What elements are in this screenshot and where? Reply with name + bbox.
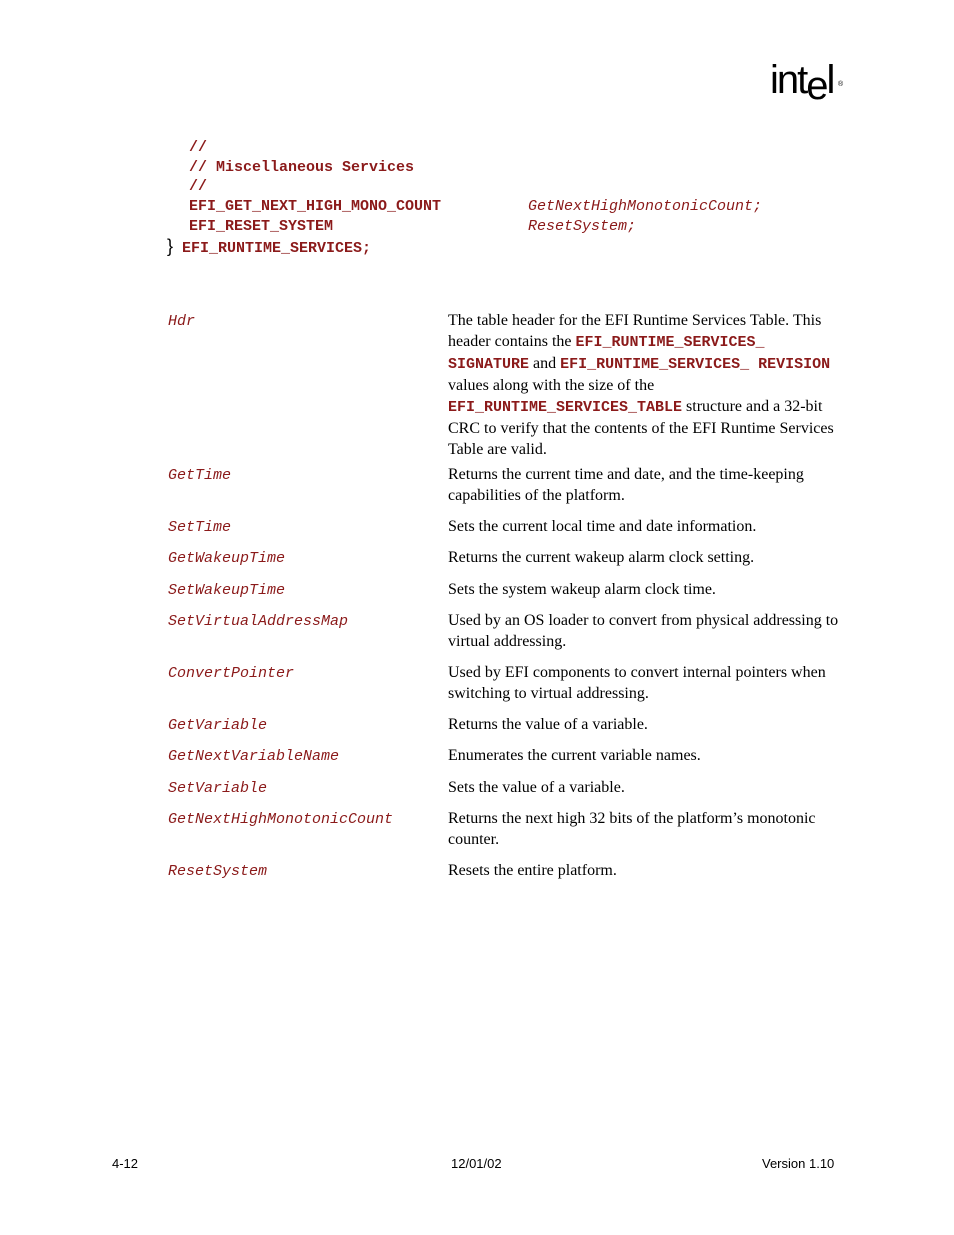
- code-closing-line: [167, 236, 371, 256]
- footer-date: 12/01/02: [451, 1156, 502, 1171]
- term-setwakeuptime: SetWakeupTime: [168, 582, 286, 599]
- code-type-mono-count: EFI_GET_NEXT_HIGH_MONO_COUNT: [189, 198, 442, 215]
- desc-convertpointer: Used by EFI components to convert internal pointers when switching to virtual addressing.: [448, 664, 826, 702]
- desc-setwakeuptime: Sets the system wakeup alarm clock time.: [448, 581, 716, 598]
- desc-hdr-text-3: values along with the size of the: [448, 377, 655, 394]
- kw-signature: EFI_RUNTIME_SERVICES_ SIGNATURE: [448, 334, 765, 373]
- registered-mark-icon: ®: [838, 81, 844, 88]
- logo-e: e: [806, 64, 827, 108]
- desc-hdr-text-1: The table header for the EFI Runtime Services Table. This header contains the: [448, 312, 822, 350]
- code-comment-3: //: [189, 178, 208, 195]
- desc-getnexthighmonotoniccount: Returns the next high 32 bits of the platform’s monotonic counter.: [448, 810, 816, 848]
- code-name-reset: ResetSystem;: [528, 218, 637, 235]
- term-setvariable: SetVariable: [168, 780, 268, 797]
- term-setvirtualaddressmap: SetVirtualAddressMap: [168, 613, 349, 630]
- term-resetsystem: ResetSystem: [168, 863, 268, 880]
- term-gettime: GetTime: [168, 467, 232, 484]
- term-getnextvariablename: GetNextVariableName: [168, 748, 340, 765]
- desc-setvariable: Sets the value of a variable.: [448, 779, 625, 796]
- logo-text: int: [770, 58, 807, 102]
- code-comment-2: // Miscellaneous Services: [189, 159, 415, 176]
- desc-settime: Sets the current local time and date information.: [448, 518, 757, 535]
- code-name-mono-count: GetNextHighMonotonicCount;: [528, 198, 763, 215]
- code-type-reset: EFI_RESET_SYSTEM: [189, 218, 334, 235]
- intel-logo: [770, 55, 848, 108]
- term-convertpointer: ConvertPointer: [168, 665, 295, 682]
- term-hdr: Hdr: [168, 313, 196, 330]
- term-getnexthighmonotoniccount: GetNextHighMonotonicCount: [168, 811, 394, 828]
- term-getvariable: GetVariable: [168, 717, 268, 734]
- term-getwakeuptime: GetWakeupTime: [168, 550, 286, 567]
- footer-version: Version 1.10: [762, 1156, 835, 1171]
- desc-hdr-text-2: and: [529, 355, 561, 372]
- desc-gettime: Returns the current time and date, and the time-keeping capabilities of the platform.: [448, 466, 804, 504]
- closing-brace: }: [167, 236, 174, 256]
- logo-l: l: [826, 58, 834, 102]
- footer-page-number: 4-12: [112, 1156, 139, 1171]
- term-settime: SetTime: [168, 519, 232, 536]
- code-struct-name: EFI_RUNTIME_SERVICES;: [182, 240, 372, 257]
- desc-setvirtualaddressmap: Used by an OS loader to convert from physical addressing to virtual addressing.: [448, 612, 839, 650]
- desc-getvariable: Returns the value of a variable.: [448, 716, 648, 733]
- desc-resetsystem: Resets the entire platform.: [448, 862, 617, 879]
- kw-table: EFI_RUNTIME_SERVICES_TABLE: [448, 399, 683, 416]
- code-comment-1: //: [189, 139, 208, 156]
- desc-hdr-text-4: structure and a 32-bit CRC to verify that the contents of the EFI Runtime Services Table are valid.: [448, 398, 834, 458]
- desc-getwakeuptime: Returns the current wakeup alarm clock setting.: [448, 549, 755, 566]
- desc-getnextvariablename: Enumerates the current variable names.: [448, 747, 701, 764]
- kw-revision: EFI_RUNTIME_SERVICES_ REVISION: [560, 356, 831, 373]
- desc-hdr: [448, 310, 843, 460]
